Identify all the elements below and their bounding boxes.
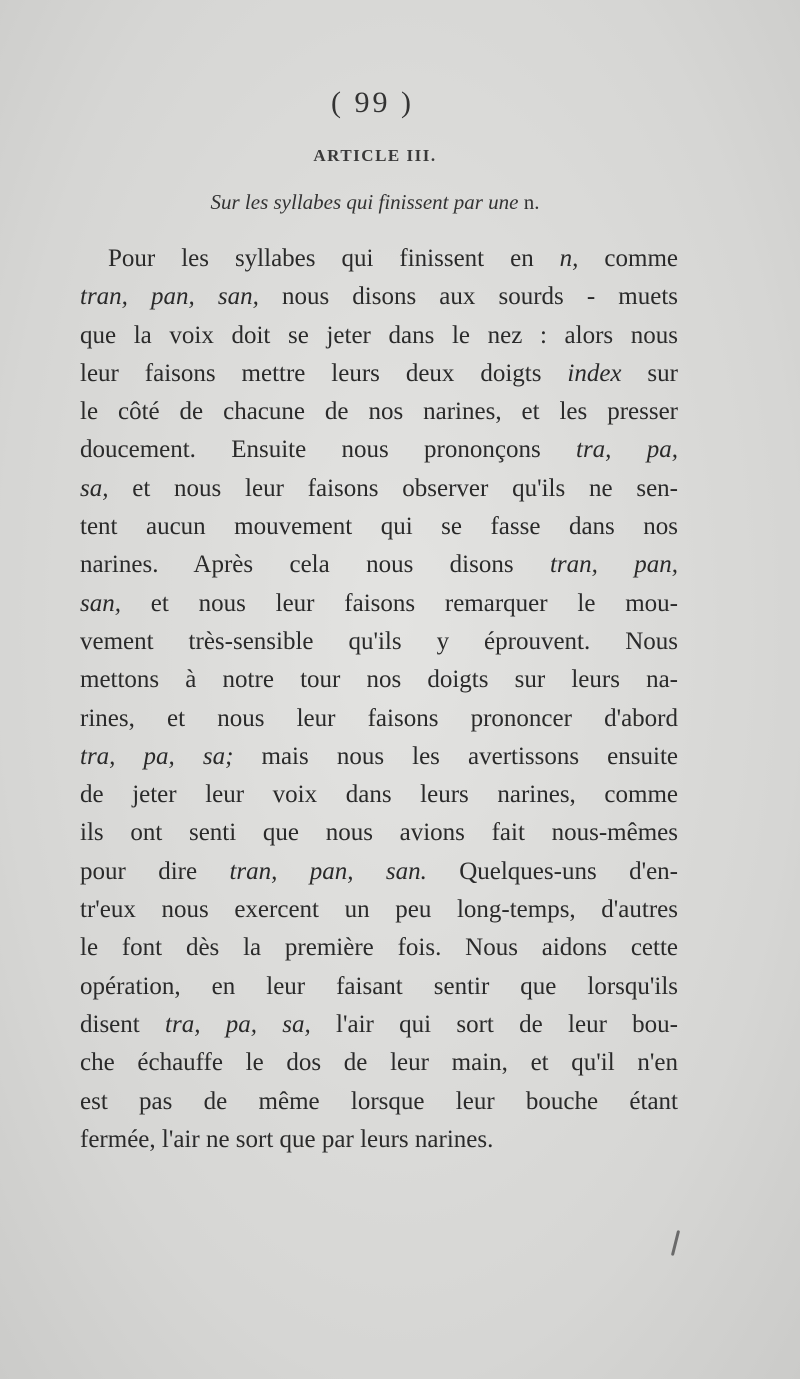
text-line — [80, 1121, 678, 1159]
italic-text-segment: sa, — [80, 474, 109, 502]
article-heading: ARTICLE III. — [313, 146, 437, 165]
italic-text-segment: index — [567, 359, 622, 387]
text-segment: de jeter leur voix dans leurs narines, comme — [80, 781, 678, 809]
body-paragraph — [80, 240, 678, 1159]
text-segment: l'air qui sort de leur bou- — [310, 1010, 679, 1038]
italic-text-segment: tran, pan, san. — [229, 857, 427, 885]
text-segment: fermée, l'air ne sort que par leurs narines. — [80, 1125, 494, 1153]
text-segment: mettons à notre tour nos doigts sur leurs na- — [80, 666, 678, 694]
italic-text-segment: tran, pan, — [549, 551, 678, 579]
text-segment: et nous leur faisons observer qu'ils ne sen- — [108, 474, 678, 502]
italic-text-segment: tra, pa, sa, — [165, 1010, 311, 1038]
text-line — [80, 661, 678, 699]
text-segment: ils ont senti que nous avions fait nous-mêmes — [80, 819, 678, 847]
text-segment: pour dire — [80, 857, 230, 885]
text-line — [80, 814, 678, 852]
text-segment: opération, en leur faisant sentir que lorsqu'ils — [80, 972, 678, 1000]
italic-text-segment: tran, pan, san, — [80, 283, 259, 311]
text-segment: et nous leur faisons remarquer le mou- — [120, 589, 678, 617]
text-line — [80, 240, 678, 278]
italic-text-segment: tra, pa, — [576, 436, 678, 464]
text-segment: le font dès la première fois. Nous aidons cette — [80, 934, 678, 962]
text-line — [80, 968, 678, 1006]
text-segment: tr'eux nous exercent un peu long-temps, d'autres — [80, 896, 678, 924]
text-line — [80, 393, 678, 431]
text-segment: doucement. Ensuite nous prononçons — [80, 436, 576, 464]
italic-text-segment: tra, pa, sa; — [80, 742, 234, 770]
text-segment: tent aucun mouvement qui se fasse dans nos — [80, 513, 678, 541]
text-line — [80, 623, 678, 661]
text-line — [80, 355, 678, 393]
text-line — [80, 929, 678, 967]
page-number: ( 99 ) — [331, 86, 414, 119]
text-segment: Quelques-uns d'en- — [426, 857, 678, 885]
text-segment: sur — [621, 359, 678, 387]
text-line — [80, 431, 678, 469]
text-segment: leur faisons mettre leurs deux doigts — [80, 359, 568, 387]
ink-mark — [671, 1230, 680, 1256]
text-segment: est pas de même lorsque leur bouche étant — [80, 1087, 678, 1115]
text-segment: disent — [80, 1010, 166, 1038]
text-line — [80, 891, 678, 929]
text-segment: comme — [578, 245, 678, 272]
text-line — [80, 585, 678, 623]
text-line — [80, 546, 678, 584]
text-segment: le côté de chacune de nos narines, et les presser — [80, 398, 678, 426]
text-segment: mais nous les avertissons ensuite — [233, 742, 678, 770]
section-subtitle — [0, 190, 750, 215]
text-segment: narines. Après cela nous disons — [80, 551, 550, 579]
text-line — [80, 317, 678, 355]
text-line — [80, 508, 678, 546]
text-line — [80, 1083, 678, 1121]
text-line — [80, 1044, 678, 1082]
text-line — [80, 853, 678, 891]
text-line — [80, 776, 678, 814]
text-segment: que la voix doit se jeter dans le nez : alors nous — [80, 321, 678, 349]
text-segment: vement très-sensible qu'ils y éprouvent. Nous — [80, 627, 678, 655]
text-segment: rines, et nous leur faisons prononcer d'abord — [80, 704, 678, 732]
subtitle-italic-text: Sur les syllabes qui finissent par une — [210, 190, 519, 214]
italic-text-segment: n, — [559, 245, 579, 272]
text-segment: nous disons aux sourds - muets — [258, 283, 678, 311]
text-line — [80, 700, 678, 738]
text-segment: che échauffe le dos de leur main, et qu'il n'en — [80, 1049, 678, 1077]
text-line — [80, 1006, 678, 1044]
text-line — [80, 278, 678, 316]
text-segment: Pour les syllabes qui finissent en — [108, 245, 560, 272]
subtitle-letter: n. — [523, 190, 540, 214]
text-line — [80, 738, 678, 776]
italic-text-segment: san, — [80, 589, 121, 617]
text-line — [80, 470, 678, 508]
